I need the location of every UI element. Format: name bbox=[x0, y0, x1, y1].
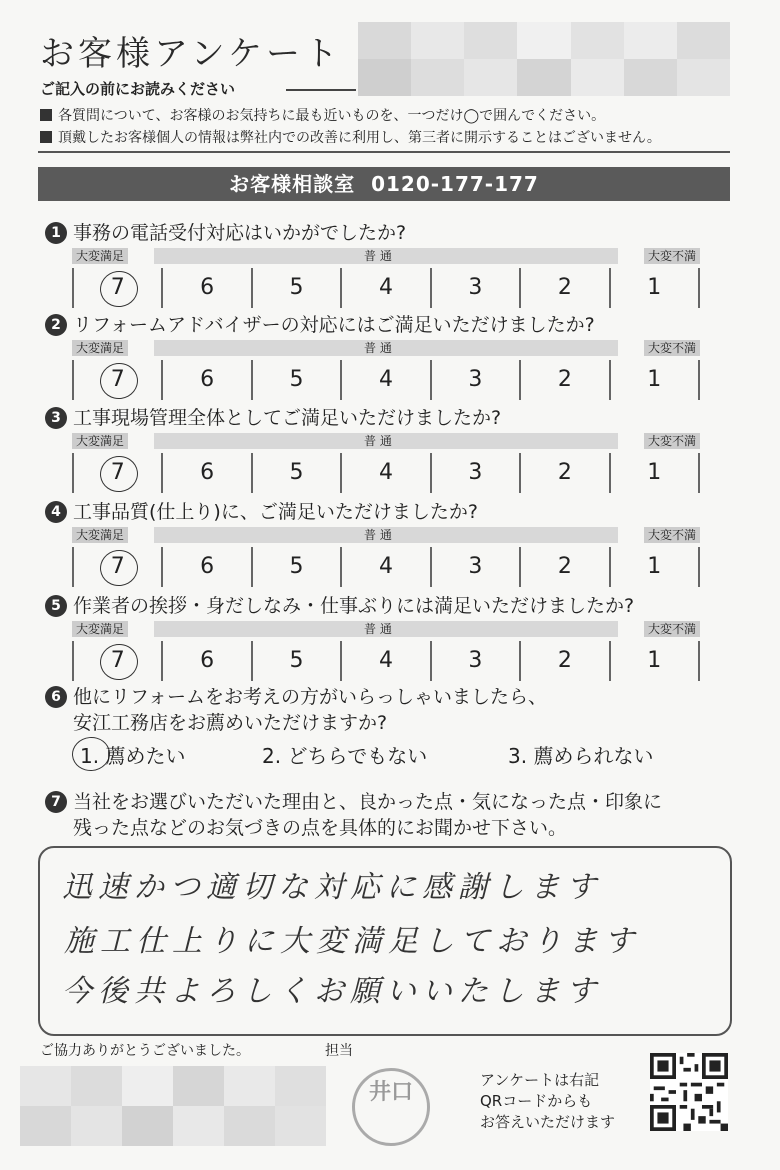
rating-option-2[interactable]: 2 bbox=[519, 547, 608, 587]
rating-option-2[interactable]: 2 bbox=[519, 268, 608, 308]
question-5-title: 5 作業者の挨拶・身だしなみ・仕事ぶりには満足いただけましたか? bbox=[45, 591, 634, 618]
rating-option-6[interactable]: 6 bbox=[161, 641, 250, 681]
instruction-note: 各質問について、お客様のお気持ちに最も近いものを、一つだけ◯で囲んでください。 bbox=[40, 105, 605, 125]
rating-option-3[interactable]: 3 bbox=[430, 268, 519, 308]
rating-option-7[interactable]: 7 bbox=[72, 453, 161, 493]
question-1-title: 1 事務の電話受付対応はいかがでしたか? bbox=[45, 218, 406, 245]
rating-option-7[interactable]: 7 bbox=[72, 641, 161, 681]
qr-code-icon[interactable] bbox=[650, 1053, 728, 1131]
question-2-title: 2 リフォームアドバイザーの対応にはご満足いただけましたか? bbox=[45, 310, 595, 337]
rating-option-1[interactable]: 1 bbox=[609, 360, 700, 400]
question-number-badge: 3 bbox=[45, 407, 67, 429]
q6-option-1[interactable]: 1. 薦めたい bbox=[80, 744, 186, 768]
rating-option-4[interactable]: 4 bbox=[340, 360, 429, 400]
scale-label-neutral: 普 通 bbox=[364, 528, 392, 542]
rating-option-5[interactable]: 5 bbox=[251, 547, 340, 587]
question-number-badge: 2 bbox=[45, 314, 67, 336]
rating-scale bbox=[72, 248, 700, 318]
rating-option-2[interactable]: 2 bbox=[519, 453, 608, 493]
scale-label-very-dissatisfied: 大変不満 bbox=[644, 527, 700, 543]
selection-circle bbox=[97, 548, 140, 589]
rating-options bbox=[72, 453, 700, 493]
redacted-area-bottom bbox=[20, 1066, 326, 1146]
rating-option-5[interactable]: 5 bbox=[251, 641, 340, 681]
handwritten-line-2: 施工仕上りに大変満足しております bbox=[64, 924, 640, 959]
rating-option-1[interactable]: 1 bbox=[609, 547, 700, 587]
rating-options bbox=[72, 268, 700, 308]
scale-label-neutral: 普 通 bbox=[364, 341, 392, 355]
scale-label-very-satisfied: 大変満足 bbox=[72, 527, 128, 543]
question-4-title: 4 工事品質(仕上り)に、ご満足いただけましたか? bbox=[45, 497, 478, 524]
rating-option-6[interactable]: 6 bbox=[161, 268, 250, 308]
q6-option-2[interactable]: 2. どちらでもない bbox=[262, 744, 428, 768]
heading-rule bbox=[286, 89, 356, 91]
selection-circle bbox=[97, 454, 140, 495]
scale-label-neutral: 普 通 bbox=[364, 249, 392, 263]
question-7-title-line2: 残った点などのお気づきの点を具体的にお聞かせ下さい。 bbox=[73, 817, 568, 839]
scale-label-very-satisfied: 大変満足 bbox=[72, 433, 128, 449]
scale-label-very-dissatisfied: 大変不満 bbox=[644, 248, 700, 264]
rating-option-6[interactable]: 6 bbox=[161, 360, 250, 400]
rating-option-6[interactable]: 6 bbox=[161, 453, 250, 493]
rating-option-3[interactable]: 3 bbox=[430, 547, 519, 587]
question-number-badge: 6 bbox=[45, 686, 67, 708]
scale-label-very-satisfied: 大変満足 bbox=[72, 248, 128, 264]
divider bbox=[38, 151, 730, 153]
q6-option-3[interactable]: 3. 薦められない bbox=[508, 744, 654, 768]
rating-option-1[interactable]: 1 bbox=[609, 453, 700, 493]
rating-option-4[interactable]: 4 bbox=[340, 453, 429, 493]
rating-option-3[interactable]: 3 bbox=[430, 453, 519, 493]
scale-label-very-dissatisfied: 大変不満 bbox=[644, 433, 700, 449]
rating-option-7[interactable]: 7 bbox=[72, 547, 161, 587]
scale-label-very-satisfied: 大変満足 bbox=[72, 621, 128, 637]
rating-option-1[interactable]: 1 bbox=[609, 268, 700, 308]
scale-label-very-dissatisfied: 大変不満 bbox=[644, 621, 700, 637]
question-6-title: 6 他にリフォームをお考えの方がいらっしゃいましたら、 bbox=[45, 682, 547, 709]
rating-option-6[interactable]: 6 bbox=[161, 547, 250, 587]
rating-option-2[interactable]: 2 bbox=[519, 360, 608, 400]
rating-option-3[interactable]: 3 bbox=[430, 641, 519, 681]
rating-option-4[interactable]: 4 bbox=[340, 268, 429, 308]
rating-scale bbox=[72, 433, 700, 503]
scale-label-very-dissatisfied: 大変不満 bbox=[644, 340, 700, 356]
question-number-badge: 5 bbox=[45, 595, 67, 617]
square-bullet-icon bbox=[40, 109, 52, 121]
rating-option-7[interactable]: 7 bbox=[72, 360, 161, 400]
rating-option-5[interactable]: 5 bbox=[251, 453, 340, 493]
staff-seal: 井口 bbox=[352, 1068, 430, 1146]
privacy-note: 頂戴したお客様個人の情報は弊社内での改善に利用し、第三者に開示することはございません。 bbox=[40, 127, 661, 147]
selection-circle bbox=[97, 361, 140, 402]
handwritten-line-1: 迅速かつ適切な対応に感謝します bbox=[62, 870, 602, 905]
scale-label-neutral: 普 通 bbox=[364, 622, 392, 636]
redacted-area-top bbox=[358, 22, 730, 96]
rating-option-1[interactable]: 1 bbox=[609, 641, 700, 681]
thanks-message: ご協力ありがとうございました。 bbox=[40, 1043, 250, 1059]
rating-options bbox=[72, 641, 700, 681]
selection-circle bbox=[97, 642, 140, 683]
question-6-title-line2: 安江工務店をお薦めいただけますか? bbox=[73, 712, 388, 734]
rating-scale bbox=[72, 527, 700, 597]
selection-circle bbox=[97, 269, 140, 310]
question-number-badge: 4 bbox=[45, 501, 67, 523]
rating-option-5[interactable]: 5 bbox=[251, 360, 340, 400]
rating-options bbox=[72, 360, 700, 400]
rating-option-5[interactable]: 5 bbox=[251, 268, 340, 308]
question-number-badge: 7 bbox=[45, 791, 67, 813]
rating-options bbox=[72, 547, 700, 587]
staff-label: 担当 bbox=[325, 1043, 353, 1059]
question-3-title: 3 工事現場管理全体としてご満足いただけましたか? bbox=[45, 403, 501, 430]
rating-option-7[interactable]: 7 bbox=[72, 268, 161, 308]
question-7-title: 7 当社をお選びいただいた理由と、良かった点・気になった点・印象に bbox=[45, 787, 662, 814]
support-phone[interactable]: 0120-177-177 bbox=[371, 172, 539, 196]
read-before-heading: ご記入の前にお読みください bbox=[40, 80, 236, 98]
rating-scale bbox=[72, 340, 700, 410]
square-bullet-icon bbox=[40, 131, 52, 143]
rating-scale bbox=[72, 621, 700, 691]
qr-instructions: アンケートは右記 QRコードからも お答えいただけます bbox=[480, 1071, 616, 1131]
question-number-badge: 1 bbox=[45, 222, 67, 244]
rating-option-4[interactable]: 4 bbox=[340, 641, 429, 681]
rating-option-4[interactable]: 4 bbox=[340, 547, 429, 587]
handwritten-line-3: 今後共よろしくお願いいたします bbox=[62, 974, 602, 1009]
rating-option-2[interactable]: 2 bbox=[519, 641, 608, 681]
scale-label-neutral: 普 通 bbox=[364, 434, 392, 448]
survey-title: お客様アンケート bbox=[40, 34, 342, 74]
scale-label-very-satisfied: 大変満足 bbox=[72, 340, 128, 356]
support-banner: お客様相談室 0120-177-177 bbox=[38, 167, 730, 201]
rating-option-3[interactable]: 3 bbox=[430, 360, 519, 400]
